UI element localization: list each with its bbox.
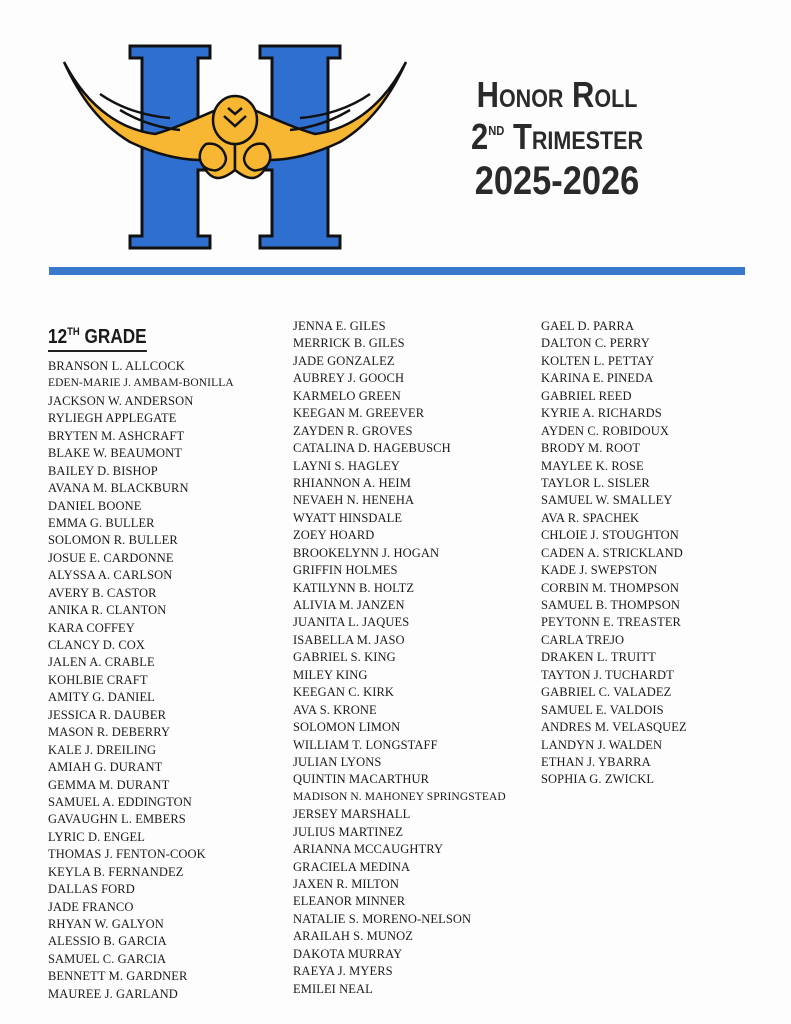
student-name: EDEN-MARIE J. AMBAM-BONILLA [48,377,234,390]
school-logo [60,42,410,254]
student-name: GABRIEL S. KING [293,650,396,665]
student-name: JERSEY MARSHALL [293,807,411,822]
grade-number: 12 [48,326,68,348]
student-name: AVERY B. CASTOR [48,585,157,600]
student-name: AYDEN C. ROBIDOUX [541,423,669,438]
title-trimester [450,116,665,158]
student-name: PEYTONN E. TREASTER [541,615,681,630]
student-name: KARMELO GREEN [293,388,401,403]
student-name: JACKSON W. ANDERSON [48,393,194,408]
student-name: KEEGAN C. KIRK [293,685,395,700]
grade-heading [48,326,147,352]
student-name: JULIUS MARTINEZ [293,824,404,839]
student-name: AMITY G. DANIEL [48,690,155,705]
student-name: ZOEY HOARD [293,528,375,543]
student-name: MERRICK B. GILES [293,336,405,351]
student-name: ALYSSA A. CARLSON [48,568,173,583]
student-name: RAEYA J. MYERS [293,964,393,979]
student-name: AMIAH G. DURANT [48,760,163,775]
student-name: DALLAS FORD [48,882,135,897]
name-column-1 [48,358,234,1003]
student-name: DAKOTA MURRAY [293,946,403,961]
student-name: MADISON N. MAHONEY SPRINGSTEAD [293,790,506,803]
student-name: SOPHIA G. ZWICKL [541,772,655,787]
student-name: NEVAEH N. HENEHA [293,493,415,508]
student-name: ARIANNA MCCAUGHTRY [293,842,444,857]
grade-label: GRADE [84,326,147,348]
student-name: GABRIEL C. VALADEZ [541,685,672,700]
student-name: ETHAN J. YBARRA [541,754,651,769]
student-name: JAXEN R. MILTON [293,877,400,891]
page-title [432,74,682,204]
student-name: RHYAN W. GALYON [48,917,164,931]
student-name: AVA R. SPACHEK [541,510,640,525]
title-honor-roll: Honor Roll [476,74,638,115]
student-name: KOHLBIE CRAFT [48,672,148,687]
student-name: GABRIEL REED [541,388,632,403]
student-name: BRYTEN M. ASHCRAFT [48,428,185,443]
student-name: KEYLA B. FERNANDEZ [48,864,184,879]
student-name: JUANITA L. JAQUES [293,615,410,630]
student-name: AVA S. KRONE [293,702,377,717]
student-name: JESSICA R. DAUBER [48,707,167,722]
student-name: THOMAS J. FENTON-COOK [48,847,206,862]
student-name: JADE GONZALEZ [293,353,395,368]
student-name: KEEGAN M. GREEVER [293,406,425,421]
student-name: KARA COFFEY [48,620,135,635]
student-name: KOLTEN L. PETTAY [541,353,655,368]
student-name: ELEANOR MINNER [293,894,406,909]
student-name: DRAKEN L. TRUITT [541,650,656,665]
student-name: WILLIAM T. LONGSTAFF [293,737,438,752]
student-name: CORBIN M. THOMPSON [541,580,680,595]
student-name: SOLOMON LIMON [293,720,401,735]
student-name: ZAYDEN R. GROVES [293,423,413,438]
student-name: KARINA E. PINEDA [541,371,654,386]
student-name: JADE FRANCO [48,899,134,914]
student-name: ALESSIO B. GARCIA [48,934,167,949]
student-name: SOLOMON R. BULLER [48,533,178,548]
grade-suffix: TH [67,326,80,338]
student-name: SAMUEL B. THOMPSON [541,598,680,612]
student-name: ARAILAH S. MUNOZ [293,929,414,944]
student-name: CADEN A. STRICKLAND [541,545,683,560]
student-name: MAUREE J. GARLAND [48,986,178,1001]
student-name: SAMUEL C. GARCIA [48,951,167,966]
title-trimester-suffix: nd [488,118,505,139]
student-name: ANIKA R. CLANTON [48,603,167,618]
student-name: KALE J. DREILING [48,742,157,757]
title-trimester-word: Trimester [512,115,643,157]
student-name: RYLIEGH APPLEGATE [48,411,177,426]
student-name: BRANSON L. ALLCOCK [48,359,185,373]
student-name: AVANA M. BLACKBURN [48,481,189,496]
student-name: CATALINA D. HAGEBUSCH [293,441,451,456]
student-name: JULIAN LYONS [293,754,382,769]
student-name: TAYLOR L. SISLER [541,475,650,490]
student-name: ANDRES M. VELASQUEZ [541,720,687,735]
student-name: QUINTIN MACARTHUR [293,772,430,787]
student-name: BRODY M. ROOT [541,441,641,456]
student-name: KADE J. SWEPSTON [541,563,658,578]
student-name: TAYTON J. TUCHARDT [541,667,674,682]
student-name: SAMUEL A. EDDINGTON [48,794,192,809]
student-name: CHLOIE J. STOUGHTON [541,528,679,543]
student-name: LAYNI S. HAGLEY [293,458,400,473]
student-name: JALEN A. CRABLE [48,655,155,670]
student-name: DALTON C. PERRY [541,336,650,351]
student-name: RHIANNON A. HEIM [293,475,411,490]
title-school-year: 2025-2026 [474,158,640,203]
name-column-2 [293,318,506,998]
student-name: LANDYN J. WALDEN [541,737,663,752]
eagle-wings-logo [64,62,406,178]
student-name: BROOKELYNN J. HOGAN [293,545,440,560]
student-name: MILEY KING [293,667,368,682]
student-name: GRACIELA MEDINA [293,859,411,874]
student-name: KATILYNN B. HOLTZ [293,580,415,595]
student-name: JENNA E. GILES [293,319,386,333]
student-name: BENNETT M. GARDNER [48,969,188,984]
student-name: BLAKE W. BEAUMONT [48,446,182,461]
student-name: GRIFFIN HOLMES [293,563,398,578]
student-name: NATALIE S. MORENO-NELSON [293,911,472,926]
student-name: EMILEI NEAL [293,981,373,996]
student-name: SAMUEL E. VALDOIS [541,702,664,717]
student-name: KYRIE A. RICHARDS [541,406,662,421]
student-name: WYATT HINSDALE [293,510,403,525]
name-column-3 [541,318,687,789]
student-name: GAVAUGHN L. EMBERS [48,812,186,827]
student-name: JOSUE E. CARDONNE [48,550,174,565]
student-name: EMMA G. BULLER [48,515,155,530]
student-name: DANIEL BOONE [48,498,142,513]
student-name: ISABELLA M. JASO [293,632,405,647]
header-divider [49,267,745,275]
student-name: ALIVIA M. JANZEN [293,598,405,612]
title-trimester-number: 2 [471,115,489,157]
student-name: GAEL D. PARRA [541,319,635,333]
student-name: CLANCY D. COX [48,638,146,652]
student-name: LYRIC D. ENGEL [48,829,146,844]
student-name: CARLA TREJO [541,632,625,647]
student-name: MAYLEE K. ROSE [541,458,644,473]
student-name: GEMMA M. DURANT [48,777,170,792]
student-name: MASON R. DEBERRY [48,725,171,740]
student-name: AUBREY J. GOOCH [293,371,405,386]
student-name: BAILEY D. BISHOP [48,463,158,478]
student-name: SAMUEL W. SMALLEY [541,493,673,508]
